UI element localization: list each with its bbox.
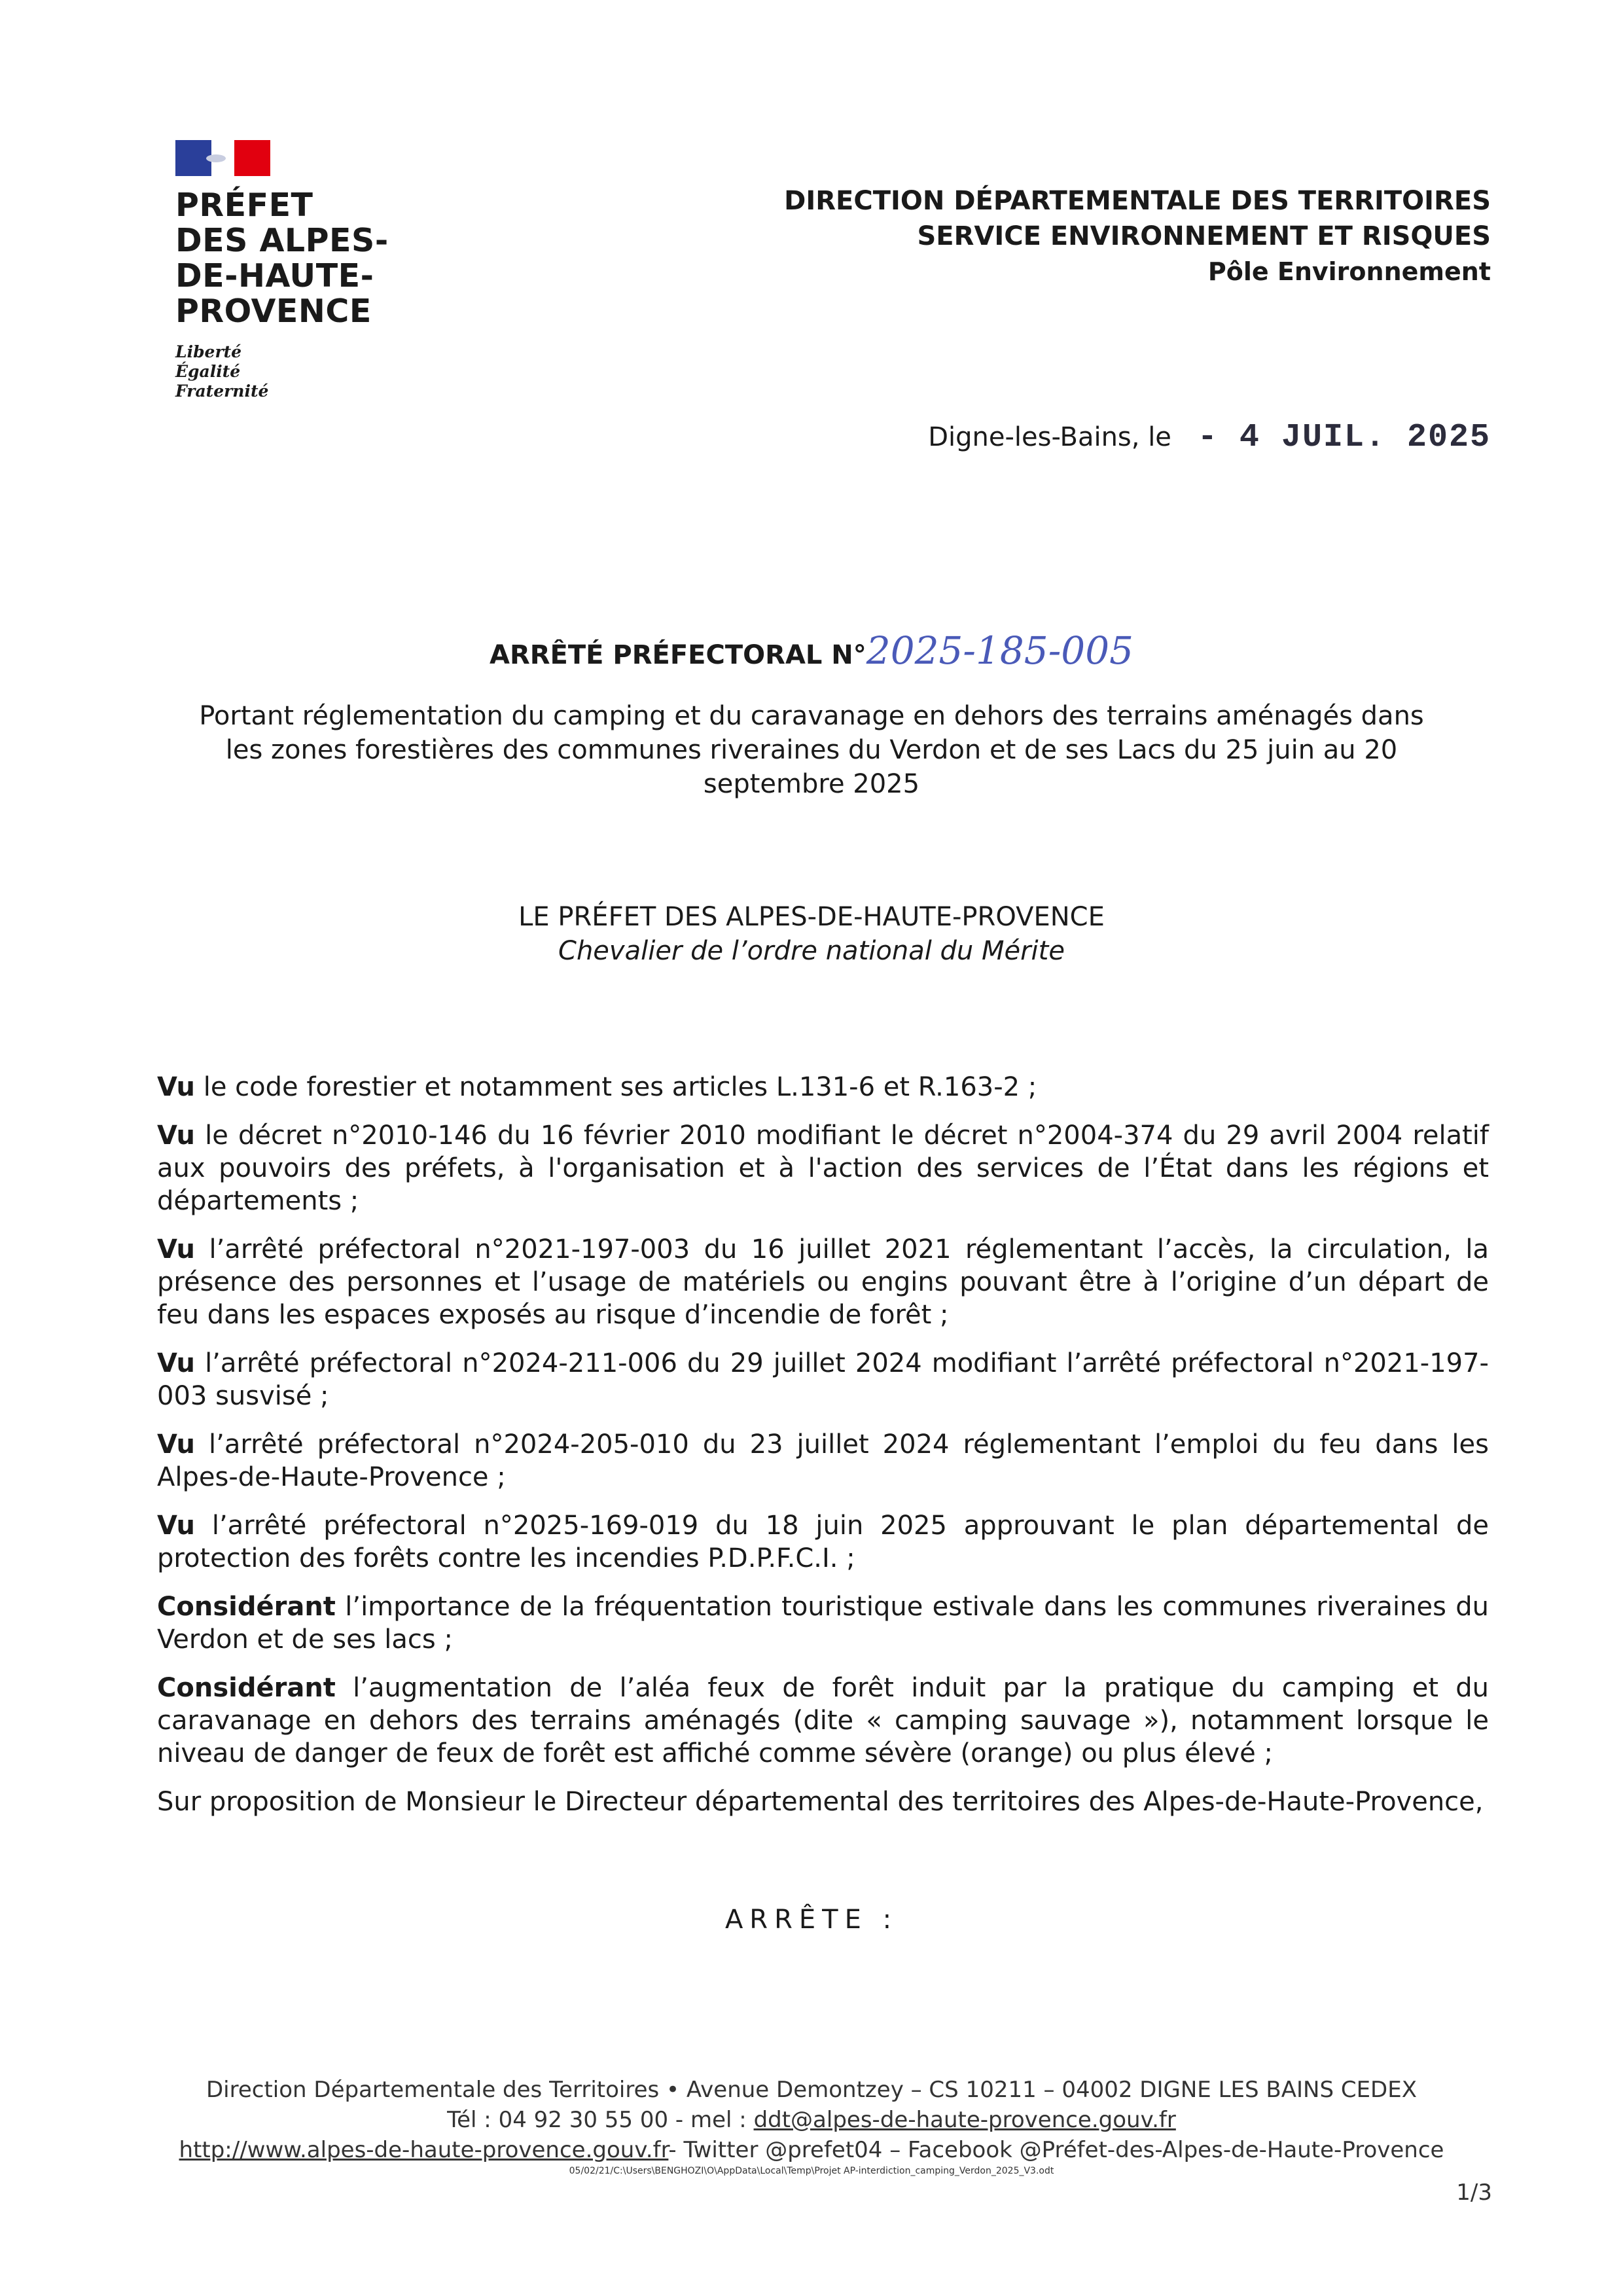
- visa-paragraph: [157, 1428, 1489, 1494]
- paragraph-text: le code forestier et notamment ses articles L.131-6 et R.163-2 ;: [195, 1072, 1037, 1102]
- visa-paragraph: [157, 1119, 1489, 1217]
- decree-arrete-heading: ARRÊTE :: [724, 1905, 899, 1935]
- paragraph-lead: Vu: [157, 1121, 196, 1151]
- decree-label: ARRÊTÉ PRÉFECTORAL N°: [489, 640, 866, 670]
- footer-contact: [0, 2105, 1623, 2135]
- footer-file-path: 05/02/21/C:\Users\BENGHOZI\O\AppData\Local\Temp\Projet AP-interdiction_camping_Verdon_2025_V3.odt: [569, 2166, 1054, 2176]
- date-line: [928, 419, 1491, 456]
- paragraph-text: l’augmentation de l’aléa feux de forêt induit par la pratique du camping et du caravanage en dehors des terrains aménagés (dite « camping sauvage »), notamment lorsque le niveau de danger de feux de forêt est affiché comme sévère (orange) ou plus élevé ;: [157, 1673, 1489, 1768]
- motto-line: Égalité: [175, 362, 241, 381]
- direction-title: DIRECTION DÉPARTEMENTALE DES TERRITOIRES: [784, 186, 1491, 216]
- motto-line: Fraternité: [175, 382, 269, 401]
- decree-subject: Portant réglementation du camping et du caravanage en dehors des terrains aménagés dans les zones forestières des communes riveraines du Verdon et de ses Lacs du 25 juin au 20 septembre 2025: [199, 701, 1424, 799]
- visa-paragraph: [157, 1347, 1489, 1412]
- prefect-subtitle: Chevalier de l’ordre national du Mérite: [558, 936, 1065, 966]
- service-title: SERVICE ENVIRONNEMENT ET RISQUES: [917, 221, 1491, 251]
- direction-header: [784, 183, 1491, 289]
- visa-paragraph: [157, 1233, 1489, 1331]
- considerant-paragraph: [157, 1590, 1489, 1656]
- footer-social: - Twitter @prefet04 – Facebook @Préfet-des-Alpes-de-Haute-Provence: [668, 2137, 1444, 2163]
- footer-web: [0, 2135, 1623, 2165]
- visa-paragraph: [157, 1071, 1489, 1103]
- prefecture-logo: [175, 140, 389, 401]
- visa-paragraph: [157, 1509, 1489, 1575]
- prefecture-name-line: PRÉFET: [175, 187, 313, 224]
- decree-title: [0, 628, 1623, 673]
- footer-email-link[interactable]: ddt@alpes-de-haute-provence.gouv.fr: [753, 2107, 1176, 2133]
- decree-number: 2025-185-005: [866, 628, 1134, 673]
- considerant-paragraph: [157, 1672, 1489, 1770]
- paragraph-text: l’arrêté préfectoral n°2021-197-003 du 16 juillet 2021 réglementant l’accès, la circulation, la présence des personnes et l’usage de matériels ou engins pouvant être à l’origine d’un départ de feu dans les espaces exposés au risque d’incendie de forêt ;: [157, 1234, 1489, 1330]
- footer-address: Direction Départementale des Territoires • Avenue Demontzey – CS 10211 – 04002 DIGNE LES BAINS CEDEX: [205, 2077, 1418, 2103]
- marianne-flag-icon: [175, 140, 270, 176]
- paragraph-lead: Vu: [157, 1234, 196, 1265]
- paragraph-text: l’arrêté préfectoral n°2025-169-019 du 18 juin 2025 approuvant le plan départemental de protection des forêts contre les incendies P.D.P.F.C.I. ;: [157, 1511, 1489, 1573]
- date-prefix: Digne-les-Bains, le: [928, 422, 1171, 452]
- paragraph-lead: Vu: [157, 1072, 196, 1102]
- paragraph-text: l’arrêté préfectoral n°2024-205-010 du 23 juillet 2024 réglementant l’emploi du feu dans les Alpes-de-Haute-Provence ;: [157, 1429, 1489, 1492]
- decree-body: [157, 1071, 1489, 1834]
- page-number: 1/3: [1456, 2179, 1492, 2206]
- prefecture-name-line: DE-HAUTE-: [175, 257, 374, 295]
- page-footer: [0, 2075, 1623, 2177]
- paragraph-lead: Vu: [157, 1511, 196, 1541]
- paragraph-text: l’importance de la fréquentation touristique estivale dans les communes riveraines du Verdon et de ses lacs ;: [157, 1592, 1489, 1655]
- footer-tel: Tél : 04 92 30 55 00 - mel :: [447, 2107, 754, 2133]
- paragraph-text: le décret n°2010-146 du 16 février 2010 modifiant le décret n°2004-374 du 29 avril 2004 relatif aux pouvoirs des préfets, à l'organisation et à l'action des services de l’État dans les régions et départements ;: [157, 1121, 1489, 1216]
- paragraph-text: Sur proposition de Monsieur le Directeur départemental des territoires des Alpes-de-Haute-Provence,: [157, 1787, 1484, 1817]
- paragraph-text: l’arrêté préfectoral n°2024-211-006 du 29 juillet 2024 modifiant l’arrêté préfectoral n°2021-197-003 susvisé ;: [157, 1348, 1489, 1411]
- paragraph-lead: Vu: [157, 1429, 196, 1460]
- republic-motto: [175, 342, 385, 401]
- prefect-title: LE PRÉFET DES ALPES-DE-HAUTE-PROVENCE: [518, 902, 1105, 932]
- footer-website-link[interactable]: http://www.alpes-de-haute-provence.gouv.fr: [179, 2137, 669, 2163]
- paragraph-lead: Considérant: [157, 1592, 336, 1622]
- prefect-block: [0, 900, 1623, 968]
- prefecture-name-line: DES ALPES-: [175, 222, 389, 259]
- motto-line: Liberté: [175, 342, 242, 361]
- date-stamp: - 4 JUIL. 2025: [1197, 419, 1491, 456]
- pole-title: Pôle Environnement: [1207, 257, 1491, 286]
- proposal-paragraph: [157, 1785, 1489, 1818]
- prefecture-name: [175, 187, 389, 330]
- paragraph-lead: Considérant: [157, 1673, 336, 1703]
- prefecture-name-line: PROVENCE: [175, 293, 372, 330]
- paragraph-lead: Vu: [157, 1348, 196, 1378]
